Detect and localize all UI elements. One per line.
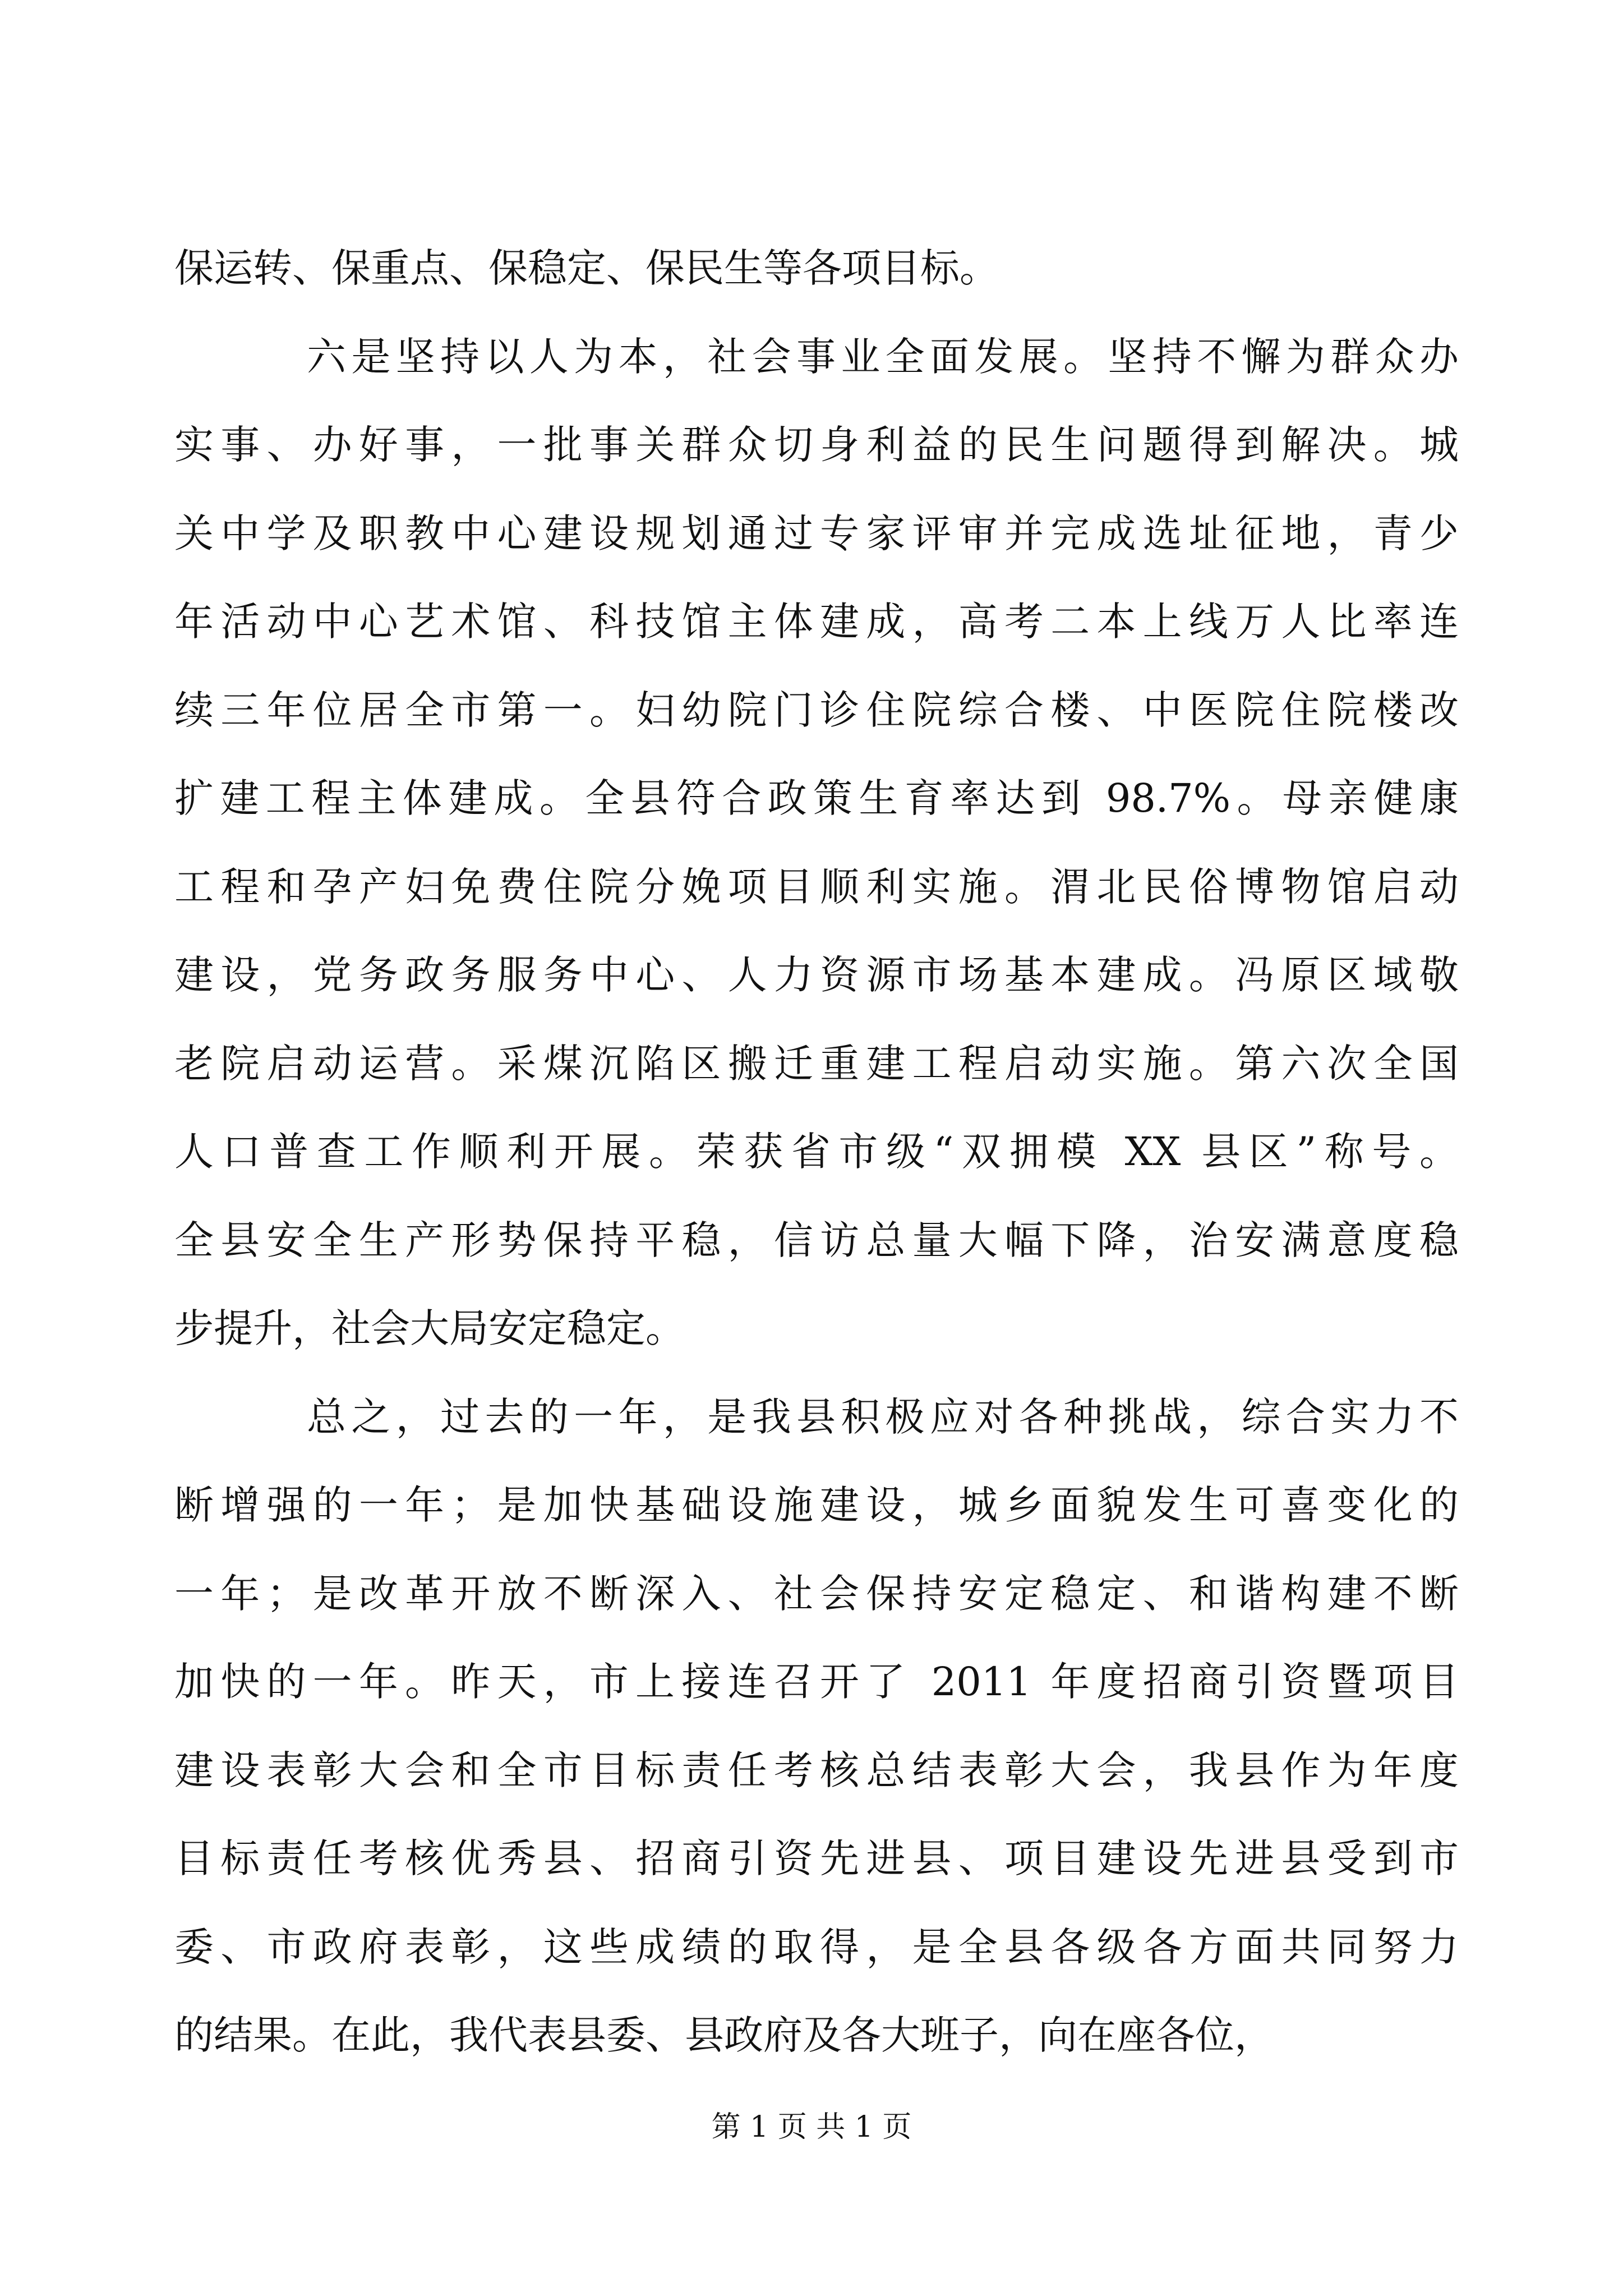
text-line: 保运转、保重点、保稳定、保民生等各项目标。 (174, 245, 999, 291)
text-line: 目标责任考核优秀县、招商引资先进县、项目建设先进县受到市 (174, 1835, 1459, 1881)
text-line: 步提升，社会大局安定稳定。 (174, 1305, 685, 1351)
text-line: 续三年位居全市第一。妇幼院门诊住院综合楼、中医院住院楼改 (174, 687, 1459, 733)
text-line: 关中学及职教中心建设规划通过专家评审并完成选址征地，青少 (174, 510, 1459, 556)
text-line: 人口普查工作顺利开展。荣获省市级“双拥模 XX 县区”称号。 (174, 1129, 1459, 1175)
text-line: 老院启动运营。采煤沉陷区搬迁重建工程启动实施。第六次全国 (174, 1040, 1459, 1087)
text-line: 的结果。在此，我代表县委、县政府及各大班子，向在座各位， (174, 2012, 1274, 2058)
text-line: 一年；是改革开放不断深入、社会保持安定稳定、和谐构建不断 (174, 1570, 1459, 1617)
page-number: 第 1 页 共 1 页 (711, 2110, 912, 2144)
page-footer (0, 2105, 1623, 2150)
paragraph (174, 224, 1459, 313)
text-line: 六是坚持以人为本，社会事业全面发展。坚持不懈为群众办 (307, 333, 1459, 380)
text-line: 断增强的一年；是加快基础设施建设，城乡面貌发生可喜变化的 (174, 1482, 1459, 1528)
text-line: 年活动中心艺术馆、科技馆主体建成，高考二本上线万人比率连 (174, 599, 1459, 645)
paragraph (174, 1373, 1459, 2080)
text-line: 委、市政府表彰，这些成绩的取得，是全县各级各方面共同努力 (174, 1924, 1459, 1970)
text-line: 加快的一年。昨天，市上接连召开了 2011 年度招商引资暨项目 (174, 1659, 1459, 1705)
text-line: 建设，党务政务服务中心、人力资源市场基本建成。冯原区域敬 (174, 952, 1459, 998)
text-line: 建设表彰大会和全市目标责任考核总结表彰大会，我县作为年度 (174, 1747, 1459, 1793)
text-line: 总之，过去的一年，是我县积极应对各种挑战，综合实力不 (307, 1393, 1459, 1440)
text-line: 实事、办好事，一批事关群众切身利益的民生问题得到解决。城 (174, 422, 1459, 468)
text-line: 扩建工程主体建成。全县符合政策生育率达到 98.7%。母亲健康 (174, 775, 1459, 821)
paragraph (174, 313, 1459, 1373)
text-line: 工程和孕产妇免费住院分娩项目顺利实施。渭北民俗博物馆启动 (174, 863, 1459, 910)
text-line: 全县安全生产形势保持平稳，信访总量大幅下降，治安满意度稳 (174, 1217, 1459, 1263)
document-body (174, 224, 1459, 2080)
